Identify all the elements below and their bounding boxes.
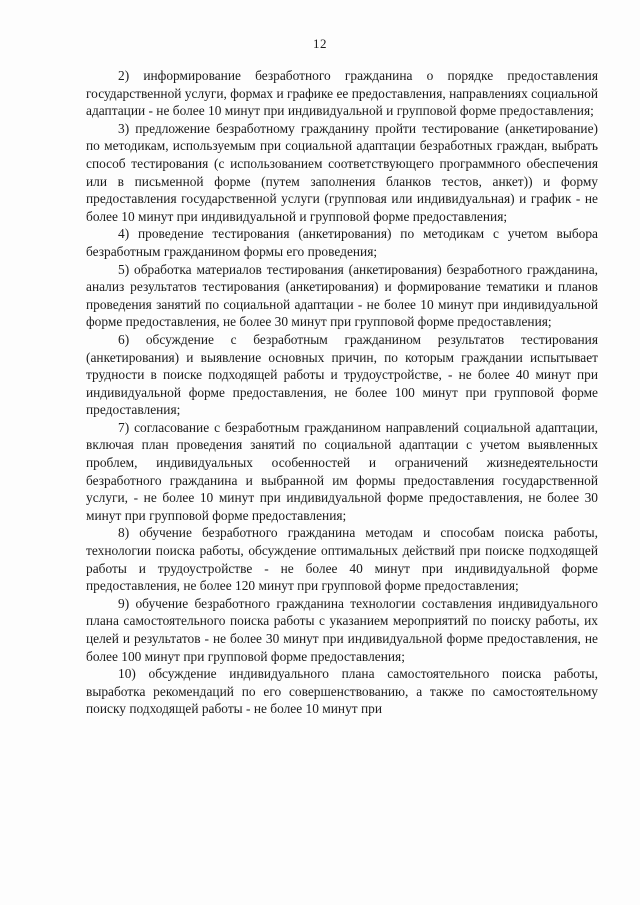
paragraph-item-5: 5) обработка материалов тестирования (анкетирования) безработного гражданина, анализ результатов тестирования (анкетирования) и формирование тематики и планов проведения занятий по социальной адаптации - не более 10 минут при индивидуальной форме предоставления, не более 30 минут при групповой форме предоставления; — [86, 261, 598, 330]
paragraph-item-3: 3) предложение безработному гражданину пройти тестирование (анкетирование) по методикам, используемым при социальной адаптации безработных граждан, выбрать способ тестирования (с использованием соответствующего программного обеспечения или в письменной форме (путем заполнения бланков тестов, анкет)) и форму предоставления государственной услуги (групповая или индивидуальная) и график - не более 10 минут при индивидуальной и групповой форме предоставления; — [86, 120, 598, 224]
document-body — [86, 67, 598, 718]
paragraph-item-9: 9) обучение безработного гражданина технологии составления индивидуального плана самостоятельного поиска работы с указанием мероприятий по поиску работы, их целей и результатов - не более 30 минут при индивидуальной форме предоставления, не более 100 минут при групповой форме предоставления; — [86, 595, 598, 664]
paragraph-item-8: 8) обучение безработного гражданина методам и способам поиска работы, технологии поиска работы, обсуждение оптимальных действий при поиске подходящей работы и трудоустройстве - не более 40 минут при индивидуальной форме предоставления, не более 120 минут при групповой форме предоставления; — [86, 525, 598, 594]
paragraph-item-10: 10) обсуждение индивидуального плана самостоятельного поиска работы, выработка рекомендаций по его совершенствованию, а также по самостоятельному поиску подходящей работы - не более 10 минут при — [86, 666, 598, 717]
paragraph-item-2: 2) информирование безработного гражданина о порядке предоставления государственной услуги, формах и графике ее предоставления, направлениях социальной адаптации - не более 10 минут при индивидуальной и групповой форме предоставления; — [86, 68, 598, 119]
paragraph-item-4: 4) проведение тестирования (анкетирования) по методикам с учетом выбора безработным гражданином формы его проведения; — [86, 226, 598, 259]
paragraph-item-6: 6) обсуждение с безработным гражданином результатов тестирования (анкетирования) и выявление основных причин, по которым граждании испытывает трудности в поиске подходящей работы и трудоустройстве, - не более 40 минут при индивидуальной форме предоставления, не более 100 минут при групповой форме предоставления; — [86, 331, 598, 418]
page-number: 12 — [313, 36, 327, 51]
paragraph-item-7: 7) согласование с безработным гражданином направлений социальной адаптации, включая план проведения занятий по социальной адаптации с учетом выявленных проблем, индивидуальных особенностей и ограничений жизнедеятельности безработного гражданина и выбранной им формы предоставления государственной услуги, - не более 10 минут при индивидуальной форме предоставления, не более 30 минут при групповой форме предоставления; — [86, 419, 598, 523]
